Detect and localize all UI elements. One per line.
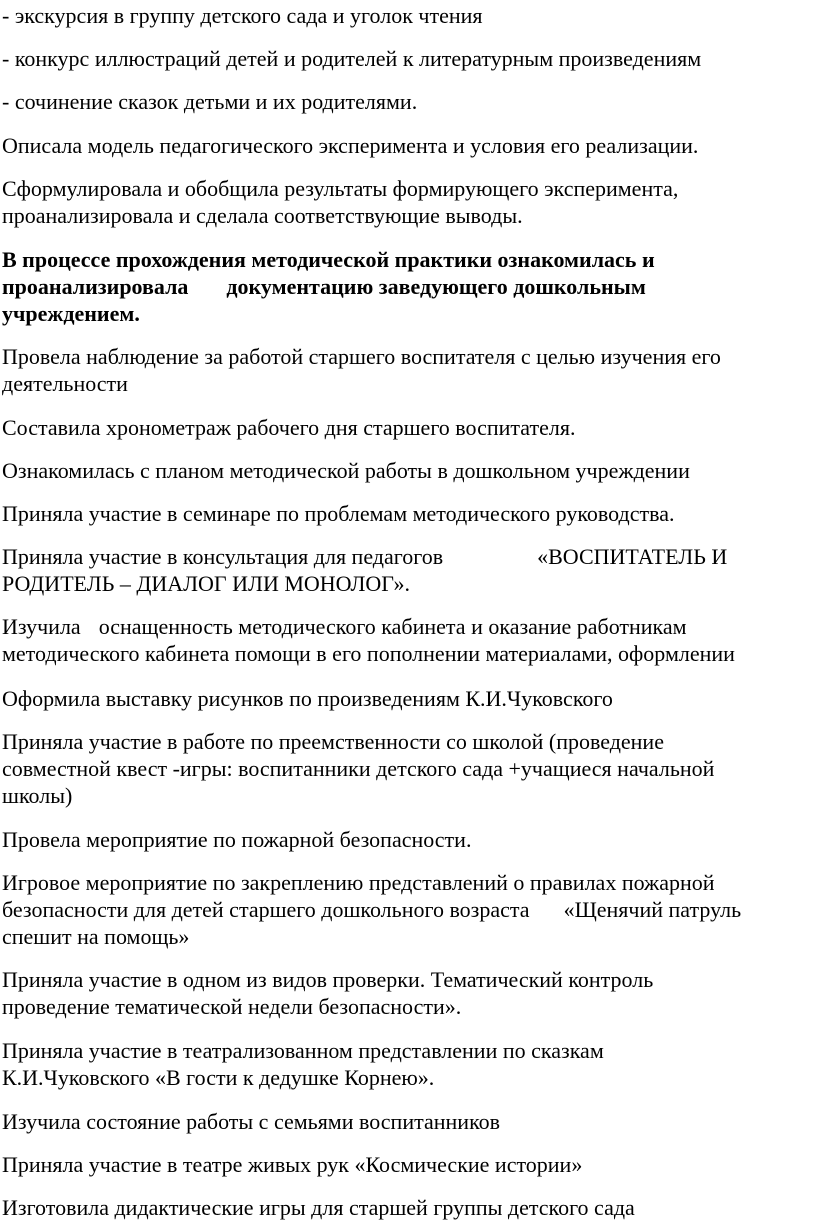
paragraph-consultation: Приняла участие в консультация для педагогов «ВОСПИТАТЕЛЬ И РОДИТЕЛЬ – ДИАЛОГ ИЛИ МОНОЛОГ».	[2, 544, 728, 596]
paragraph-timekeeping: Составила хронометраж рабочего дня старшего воспитателя.	[2, 415, 576, 440]
paragraph-school-continuity: Приняла участие в работе по преемственности со школой (проведение совместной квест -игры: воспитанники детского сада +учащиеся начальной школы)	[2, 729, 715, 808]
paragraph-work-plan: Ознакомилась с планом методической работы в дошкольном учреждении	[2, 458, 690, 483]
paragraph-family-work: Изучила состояние работы с семьями воспитанников	[2, 1109, 501, 1134]
paragraph-fairy-tales: - сочинение сказок детьми и их родителями.	[2, 89, 418, 114]
paragraph-methodical-practice-heading: В процессе прохождения методической практики ознакомилась и проанализировала документацию заведующего дошкольным учреждением.	[2, 247, 655, 326]
paragraph-observation: Провела наблюдение за работой старшего воспитателя с целью изучения его деятельности	[2, 344, 721, 396]
paragraph-experiment-results: Сформулировала и обобщила результаты формирующего эксперимента, проанализировала и сделала соответствующие выводы.	[2, 176, 679, 228]
paragraph-methodical-cabinet: Изучила оснащенность методического кабинета и оказание работникам методического кабинета помощи в его пополнении материалами, оформлении	[2, 614, 735, 666]
paragraph-thematic-control: Приняла участие в одном из видов проверки. Тематический контроль проведение тематической недели безопасности».	[2, 967, 654, 1019]
paragraph-illustration-contest: - конкурс иллюстраций детей и родителей к литературным произведениям	[2, 46, 702, 71]
paragraph-theatre-chukovsky: Приняла участие в театрализованном представлении по сказкам К.И.Чуковского «В гости к дедушке Корнею».	[2, 1038, 604, 1090]
paragraph-fire-safety-game: Игровое мероприятие по закреплению представлений о правилах пожарной безопасности для детей старшего дошкольного возраста «Щенячий патруль спешит на помощь»	[2, 870, 742, 949]
paragraph-seminar: Приняла участие в семинаре по проблемам методического руководства.	[2, 501, 675, 526]
paragraph-didactic-games: Изготовила дидактические игры для старшей группы детского сада	[2, 1195, 635, 1220]
paragraph-fire-safety-event: Провела мероприятие по пожарной безопасности.	[2, 827, 472, 852]
paragraph-hand-theatre: Приняла участие в театре живых рук «Космические истории»	[2, 1152, 583, 1177]
paragraph-drawing-exhibition: Оформила выставку рисунков по произведениям К.И.Чуковского	[2, 686, 613, 711]
paragraph-excursion: - экскурсия в группу детского сада и уголок чтения	[2, 3, 483, 28]
paragraph-experiment-model: Описала модель педагогического эксперимента и условия его реализации.	[2, 133, 699, 158]
